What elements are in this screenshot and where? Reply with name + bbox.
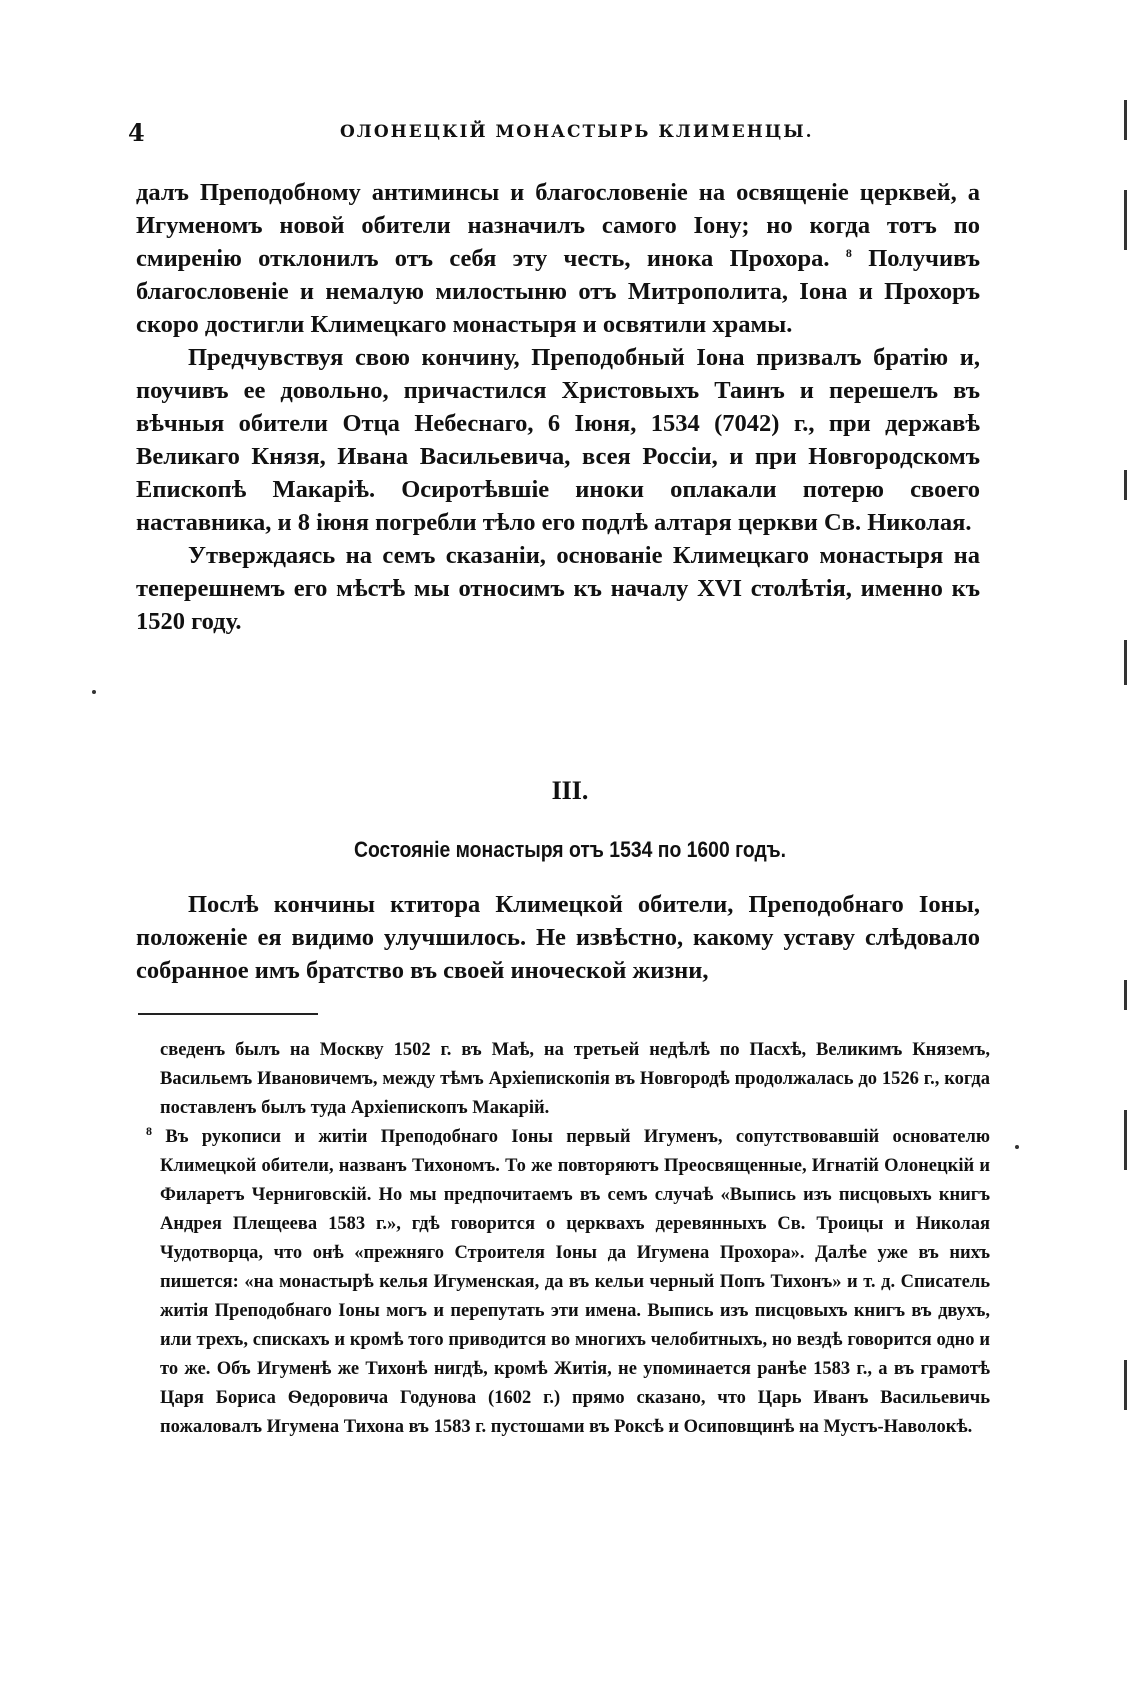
- paragraph-1-continued: Получивъ благословеніе и немалую милостыню отъ Митрополита, Іона и Прохоръ скоро достигли Климецкаго монастыря и освятили храмы.: [136, 245, 981, 338]
- footnotes: [146, 1036, 991, 1442]
- margin-speck: [1015, 1145, 1019, 1149]
- paragraph-2: Предчувствуя свою кончину, Преподобный Іона призвалъ братію и, поучивъ ее довольно, причастился Христовыхъ Таинъ и перешелъ въ вѣчныя обители Отца Небеснаго, 6 Іюня, 1534 (7042) г., при державѣ Великаго Князя, Ивана Васильевича, всея Россіи, и при Новгородскомъ Епископѣ Макаріѣ. Осиротѣвшіе иноки оплакали потерю своего наставника, и 8 іюня погребли тѣло его подлѣ алтаря церкви Св. Николая.: [136, 344, 980, 536]
- footnote-continued: сведенъ былъ на Москву 1502 г. въ Маѣ, на третьей недѣлѣ по Пасхѣ, Великимъ Княземъ, Васильемъ Ивановичемъ, между тѣмъ Архіепископія въ Новгородѣ продолжалась до 1526 г., когда поставленъ былъ туда Архіепископъ Макарій.: [160, 1040, 990, 1118]
- page-edge-artifacts: [1120, 0, 1134, 1681]
- paragraph-3: Утверждаясь на семъ сказаніи, основаніе Климецкаго монастыря на теперешнемъ его мѣстѣ мы относимъ къ началу XVI столѣтія, именно къ 1520 году.: [136, 542, 980, 635]
- main-text-top: [136, 176, 980, 638]
- paragraph-1-text: далъ Преподобному антиминсы и благословеніе на освященіе церквей, а Игуменомъ новой обители назначилъ самого Іону; но когда тотъ по смиренію отклонилъ отъ себя эту честь, инока Прохора.: [136, 179, 980, 272]
- page-header: [0, 118, 1140, 158]
- footnote-8-text: Въ рукописи и житіи Преподобнаго Іоны первый Игуменъ, сопутствовавшій основателю Климецкой обители, названъ Тихономъ. То же повторяютъ Преосвященные, Игнатій Олонецкій и Филаретъ Черниговскій. Но мы предпочитаемъ въ семъ случаѣ «Выпись изъ писцовыхъ книгъ Андрея Плещеева 1583 г.», гдѣ говорится о церквахъ деревянныхъ Св. Троицы и Николая Чудотворца, что онѣ «прежняго Строителя Іоны да Игумена Прохора». Далѣе уже въ нихъ пишется: «на монастырѣ келья Игуменская, да въ кельи черный Попъ Тихонъ» и т. д. Списатель житія Преподобнаго Іоны могъ и перепутать эти имена. Выпись изъ писцовыхъ книгъ въ двухъ, или трехъ, спискахъ и кромѣ того приводится во многихъ челобитныхъ, но вездѣ говорится одно и то же. Объ Игуменѣ же Тихонѣ нигдѣ, кромѣ Житія, не упоминается ранѣе 1583 г., а въ грамотѣ Царя Бориса Ѳедоровича Годунова (1602 г.) прямо сказано, что Царь Иванъ Васильевичь пожаловалъ Игумена Тихона въ 1583 г. пустошами въ Роксѣ и Осиповщинѣ на Мустъ-Наволокѣ.: [160, 1127, 991, 1437]
- main-text-bottom: [136, 888, 980, 987]
- footnote-8: [146, 1123, 991, 1442]
- section-number: III.: [551, 776, 589, 805]
- paragraph-1: [136, 176, 980, 341]
- running-title: ОЛОНЕЦКІЙ МОНАСТЫРЬ КЛИМЕНЦЫ.: [340, 122, 814, 142]
- margin-speck: [92, 690, 96, 694]
- section-paragraph: Послѣ кончины ктитора Климецкой обители, Преподобнаго Іоны, положеніе ея видимо улучшилось. Не извѣстно, какому уставу слѣдовало собранное имъ братство въ своей иноческой жизни,: [136, 891, 980, 984]
- footnote-ref-8: 8: [845, 245, 852, 260]
- page-number: 4: [128, 118, 145, 147]
- footnote-separator: [138, 1013, 318, 1015]
- footnote-8-mark: 8: [146, 1123, 152, 1138]
- section-title: Состояніе монастыря отъ 1534 по 1600 годъ.: [353, 837, 787, 862]
